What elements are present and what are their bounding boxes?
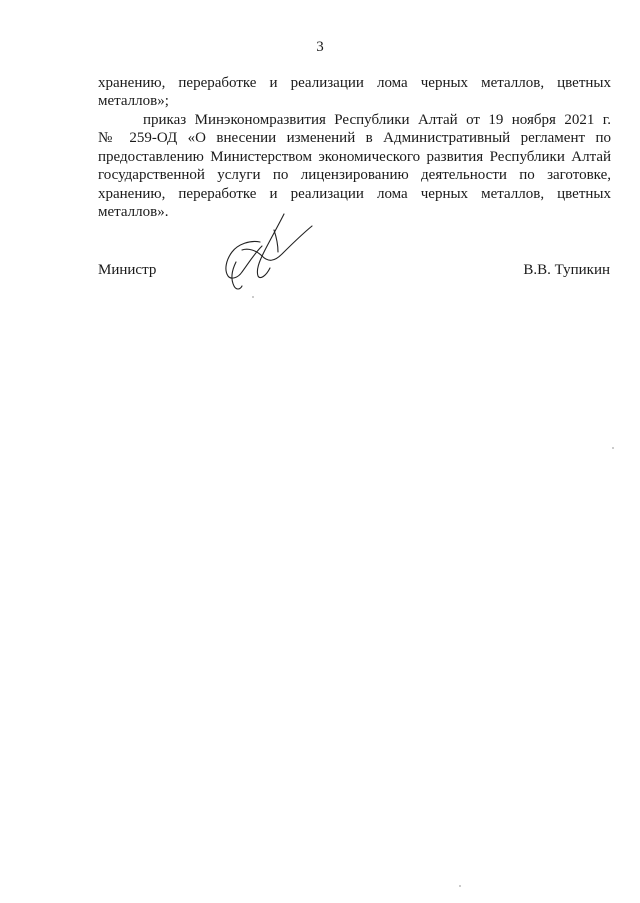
text-line: хранению, переработке и реализации лома черных металлов, цветных xyxy=(98,185,611,202)
signer-name: В.В. Тупикин xyxy=(523,262,610,278)
scan-speck xyxy=(252,296,254,298)
scan-speck xyxy=(612,447,614,449)
text-line: приказ Минэкономразвития Республики Алтай от 19 ноября 2021 г. xyxy=(143,112,611,128)
page-number: 3 xyxy=(316,39,324,55)
paragraph-order-reference xyxy=(98,111,611,221)
signer-title: Министр xyxy=(98,262,157,278)
text-line: хранению, переработке и реализации лома черных металлов, цветных xyxy=(98,75,611,91)
text-line: металлов». xyxy=(98,204,169,221)
text-line: металлов»; xyxy=(98,93,169,110)
text-line: государственной услуги по лицензированию деятельности по заготовке, xyxy=(98,167,611,184)
paragraph-continuation xyxy=(98,74,611,111)
handwritten-signature xyxy=(212,206,322,296)
text-line: № 259-ОД «О внесении изменений в Административный регламент по xyxy=(98,130,611,147)
scan-speck xyxy=(459,885,461,887)
text-line: предоставлению Министерством экономического развития Республики Алтай xyxy=(98,148,611,165)
